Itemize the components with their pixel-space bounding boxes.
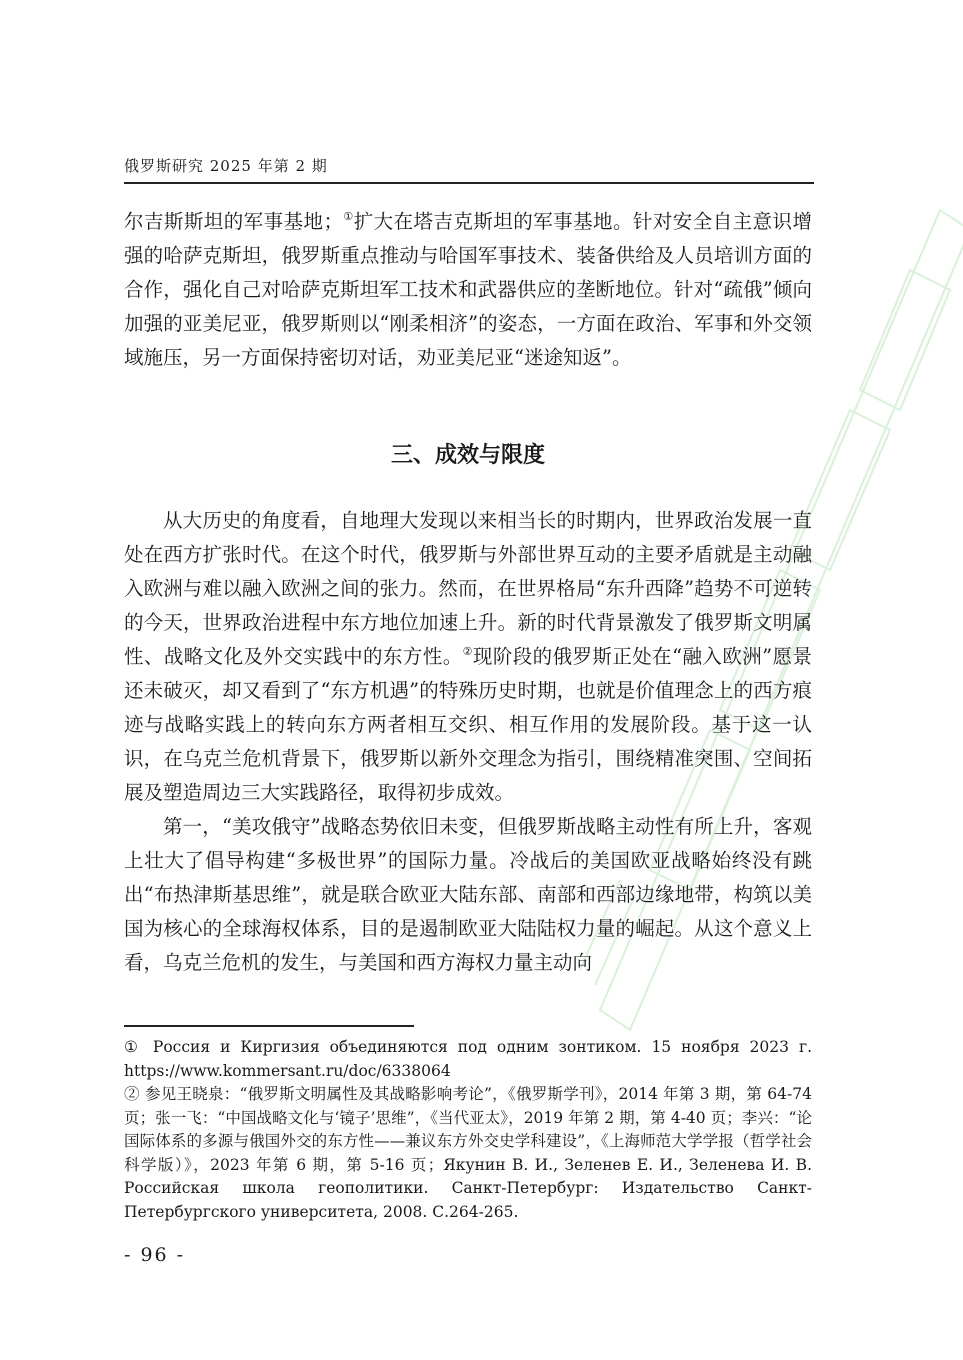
footnote-rule	[124, 1025, 414, 1027]
footnote-2	[124, 1083, 812, 1224]
footnotes	[124, 1036, 812, 1224]
footnote-text: Россия и Киргизия объединяются под одним зонтиком. 15 ноября 2023 г. https://www.kommersant.ru/doc/6338064	[124, 1038, 813, 1080]
paragraph-text: 尔吉斯斯坦的军事基地；	[124, 210, 343, 233]
running-header: 俄罗斯研究 2025 年第 2 期	[124, 157, 328, 175]
footnote-ref-2[interactable]: ②	[462, 645, 473, 658]
paragraph	[124, 504, 812, 810]
footnote-ref-1[interactable]: ①	[342, 210, 354, 223]
page-number: - 96 -	[124, 1244, 186, 1266]
paragraph: 第一，“美攻俄守”战略态势依旧未变，但俄罗斯战略主动性有所上升，客观上壮大了倡导构建“多极世界”的国际力量。冷战后的美国欧亚战略始终没有跳出“布热津斯基思维”，就是联合欧亚大陆东部、南部和西部边缘地带，构筑以美国为核心的全球海权体系，目的是遏制欧亚大陆陆权力量的崛起。从这个意义上看，乌克兰危机的发生，与美国和西方海权力量主动向	[124, 815, 812, 974]
section-heading: 三、成效与限度	[390, 443, 545, 468]
footnote-1	[124, 1036, 812, 1083]
header-rule	[124, 182, 814, 184]
paragraph-text: 从大历史的角度看，自地理大发现以来相当长的时期内，世界政治发展一直处在西方扩张时代。在这个时代，俄罗斯与外部世界互动的主要矛盾就是主动融入欧洲与难以融入欧洲之间的张力。然而，在世界格局“东升西降”趋势不可逆转的今天，世界政治进程中东方地位加速上升。新的时代背景激发了俄罗斯文明属性、战略文化及外交实践中的东方性。	[124, 509, 812, 668]
footnote-marker: ②	[124, 1085, 140, 1103]
footnote-marker: ①	[124, 1038, 143, 1056]
paragraph-text: 扩大在塔吉克斯坦的军事基地。针对安全自主意识增强的哈萨克斯坦，俄罗斯重点推动与哈国军事技术、装备供给及人员培训方面的合作，强化自己对哈萨克斯坦军工技术和武器供应的垄断地位。针对“疏俄”倾向加强的亚美尼亚，俄罗斯则以“刚柔相济”的姿态，一方面在政治、军事和外交领域施压，另一方面保持密切对话，劝亚美尼亚“迷途知返”。	[124, 210, 812, 369]
continued-paragraph	[124, 205, 812, 375]
footnote-text: 参见王晓泉：“俄罗斯文明属性及其战略影响考论”，《俄罗斯学刊》，2014 年第 3 期，第 64-74 页；张一飞：“中国战略文化与‘镜子’思维”，《当代亚太》，2019 年第 2 期，第 4-40 页；李兴：“论国际体系的多源与俄国外交的东方性——兼议东方外交史学科建设”，《上海师范大学学报（哲学社会科学版）》，2023 年第 6 期，第 5-16 页；Якунин В. И., Зеленев Е. И., Зеленева И. В. Российская школа геополитики. Санкт-Петербург: Издательство Санкт-Петербургского университета, 2008. С.264-265.	[124, 1085, 812, 1221]
paragraph-text: 现阶段的俄罗斯正处在“融入欧洲”愿景还未破灭，却又看到了“东方机遇”的特殊历史时期，也就是价值理念上的西方痕迹与战略实践上的转向东方两者相互交织、相互作用的发展阶段。基于这一认识，在乌克兰危机背景下，俄罗斯以新外交理念为指引，围绕精准突围、空间拓展及塑造周边三大实践路径，取得初步成效。	[124, 645, 812, 804]
section-body	[124, 504, 812, 980]
